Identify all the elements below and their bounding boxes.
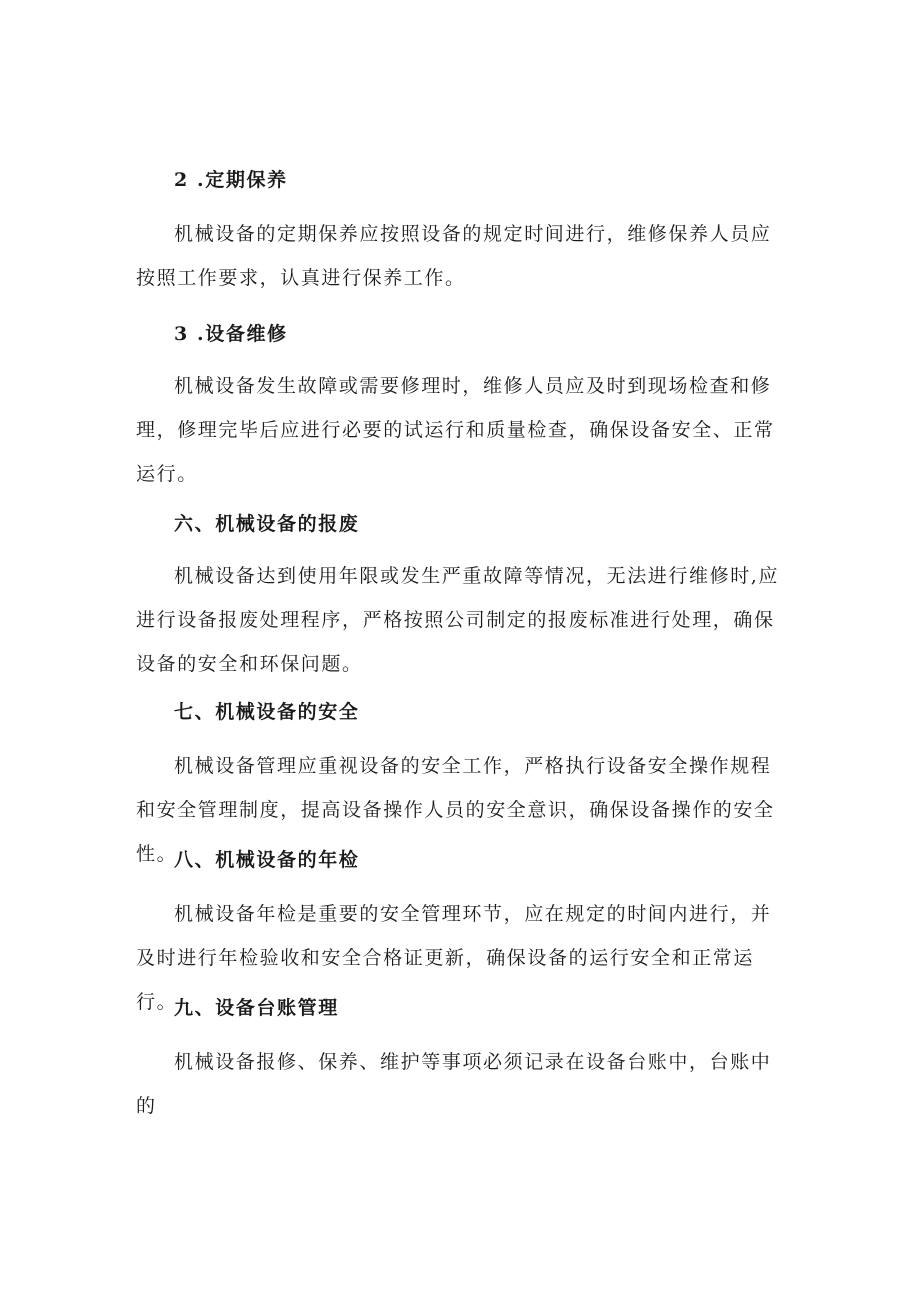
section-heading-ledger-management: 九、设备台账管理	[174, 997, 339, 1019]
section-paragraph-annual-inspection: 机械设备年检是重要的安全管理环节，应在规定的时间内进行，并及时进行年检验收和安全合格证更新，确保设备的运行安全和正常运行。	[136, 903, 772, 1013]
section-paragraph-regular-maintenance: 机械设备的定期保养应按照设备的规定时间进行，维修保养人员应按照工作要求，认真进行保养工作。	[136, 223, 772, 289]
section-heading-regular-maintenance: 2 .定期保养	[174, 169, 288, 191]
section-paragraph-equipment-safety: 机械设备管理应重视设备的安全工作，严格执行设备安全操作规程和安全管理制度，提高设备操作人员的安全意识，确保设备操作的安全性。	[136, 755, 775, 865]
section-paragraph-ledger-management: 机械设备报修、保养、维护等事项必须记录在设备台账中，台账中的	[136, 1051, 772, 1117]
section-paragraph-equipment-repair: 机械设备发生故障或需要修理时，维修人员应及时到现场检查和修理，修理完毕后应进行必要的试运行和质量检查，确保设备安全、正常运行。	[136, 375, 775, 485]
section-heading-equipment-safety: 七、机械设备的安全	[174, 701, 360, 723]
section-heading-equipment-repair: 3 .设备维修	[174, 323, 288, 345]
section-paragraph-equipment-scrapping: 机械设备达到使用年限或发生严重故障等情况，无法进行维修时,应进行设备报废处理程序，严格按照公司制定的报废标准进行处理，确保设备的安全和环保问题。	[136, 565, 780, 675]
section-heading-equipment-scrapping: 六、机械设备的报废	[174, 513, 360, 535]
section-heading-annual-inspection: 八、机械设备的年检	[174, 849, 360, 871]
